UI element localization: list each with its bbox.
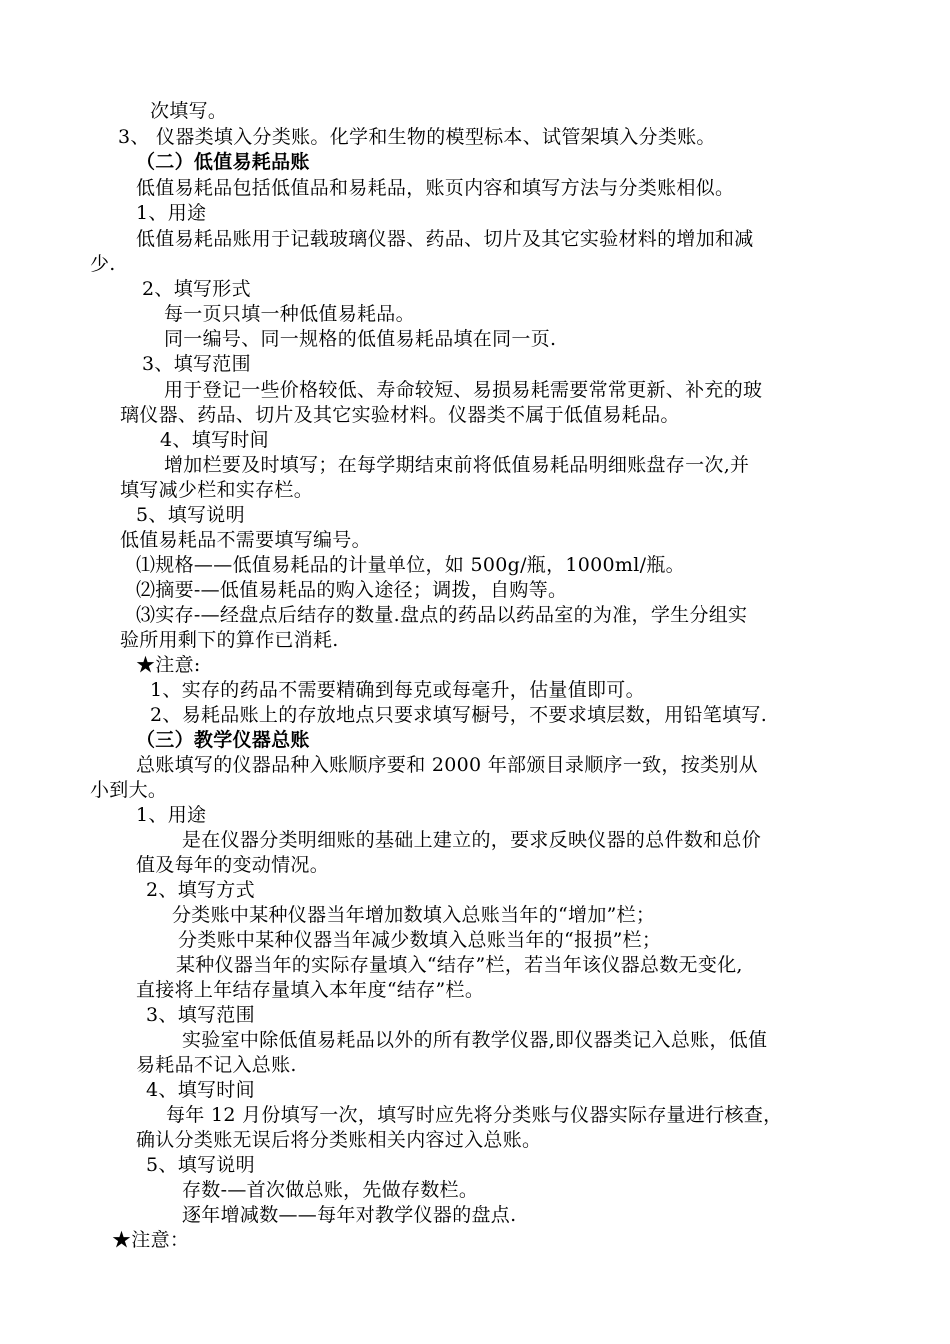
text-line: 低值易耗品包括低值品和易耗品，账页内容和填写方法与分类账相似。 [136, 177, 735, 199]
text-line: 值及每年的变动情况。 [136, 854, 330, 876]
text-line: 每年 12 月份填写一次，填写时应先将分类账与仪器实际存量进行核查， [166, 1104, 783, 1126]
text-line: 璃仪器、药品、切片及其它实验材料。仪器类不属于低值易耗品。 [120, 404, 680, 426]
text-line: ⑴规格——低值易耗品的计量单位，如 500g/瓶，1000ml/瓶。 [136, 554, 685, 576]
text-line: ⑶实存-—经盘点后结存的数量.盘点的药品以药品室的为准，学生分组实 [136, 604, 748, 626]
text-line: 2、填写方式 [146, 879, 255, 901]
text-line: 2、填写形式 [142, 278, 251, 300]
text-line: 确认分类账无误后将分类账相关内容过入总账。 [136, 1129, 542, 1151]
text-line: 3、 仪器类填入分类账。化学和生物的模型标本、试管架填入分类账。 [118, 126, 716, 148]
text-line: 3、填写范围 [146, 1004, 255, 1026]
text-line: 次填写。 [150, 100, 228, 122]
text-line: 验所用剩下的算作已消耗. [120, 629, 339, 651]
text-line: 填写减少栏和实存栏。 [120, 479, 314, 501]
text-line: ⑵摘要-—低值易耗品的购入途径；调拨，自购等。 [136, 579, 568, 601]
text-line: 1、实存的药品不需要精确到每克或每毫升，估量值即可。 [150, 679, 645, 701]
text-line: 5、填写说明 [136, 504, 245, 526]
text-line: 存数-—首次做总账，先做存数栏。 [182, 1179, 479, 1201]
text-line: ★注意: [136, 654, 201, 676]
text-line: 某种仪器当年的实际存量填入“结存”栏，若当年该仪器总数无变化, [176, 954, 743, 976]
text-line: 增加栏要及时填写；在每学期结束前将低值易耗品明细账盘存一次,并 [164, 454, 750, 476]
section-heading: （三）教学仪器总账 [136, 729, 310, 751]
text-line: 分类账中某种仪器当年减少数填入总账当年的“报损”栏； [178, 929, 662, 951]
text-line: 小到大。 [90, 779, 168, 801]
text-line: 少. [90, 253, 116, 275]
section-heading: （二）低值易耗品账 [136, 151, 310, 173]
text-line: 分类账中某种仪器当年增加数填入总账当年的“增加”栏； [172, 904, 656, 926]
text-line: 1、用途 [136, 202, 207, 224]
text-line: 同一编号、同一规格的低值易耗品填在同一页. [164, 328, 557, 350]
text-line: ★注意： [112, 1229, 190, 1251]
text-line: 总账填写的仪器品种入账顺序要和 2000 年部颁目录顺序一致，按类别从 [136, 754, 758, 776]
text-line: 1、用途 [136, 804, 207, 826]
text-line: 是在仪器分类明细账的基础上建立的，要求反映仪器的总件数和总价 [182, 829, 762, 851]
text-line: 实验室中除低值易耗品以外的所有教学仪器,即仪器类记入总账，低值 [182, 1029, 768, 1051]
text-line: 低值易耗品账用于记载玻璃仪器、药品、切片及其它实验材料的增加和减 [136, 228, 754, 250]
text-line: 逐年增减数——每年对教学仪器的盘点. [182, 1204, 517, 1226]
text-line: 5、填写说明 [146, 1154, 255, 1176]
text-line: 4、填写时间 [160, 429, 269, 451]
text-line: 每一页只填一种低值易耗品。 [164, 303, 415, 325]
text-line: 用于登记一些价格较低、寿命较短、易损易耗需要常常更新、补充的玻 [164, 379, 763, 401]
text-line: 4、填写时间 [146, 1079, 255, 1101]
text-line: 易耗品不记入总账. [136, 1054, 297, 1076]
text-line: 低值易耗品不需要填写编号。 [120, 529, 371, 551]
text-line: 直接将上年结存量填入本年度“结存”栏。 [136, 979, 485, 1001]
text-line: 3、填写范围 [142, 353, 251, 375]
text-line: 2、易耗品账上的存放地点只要求填写橱号，不要求填层数，用铅笔填写. [150, 704, 768, 726]
